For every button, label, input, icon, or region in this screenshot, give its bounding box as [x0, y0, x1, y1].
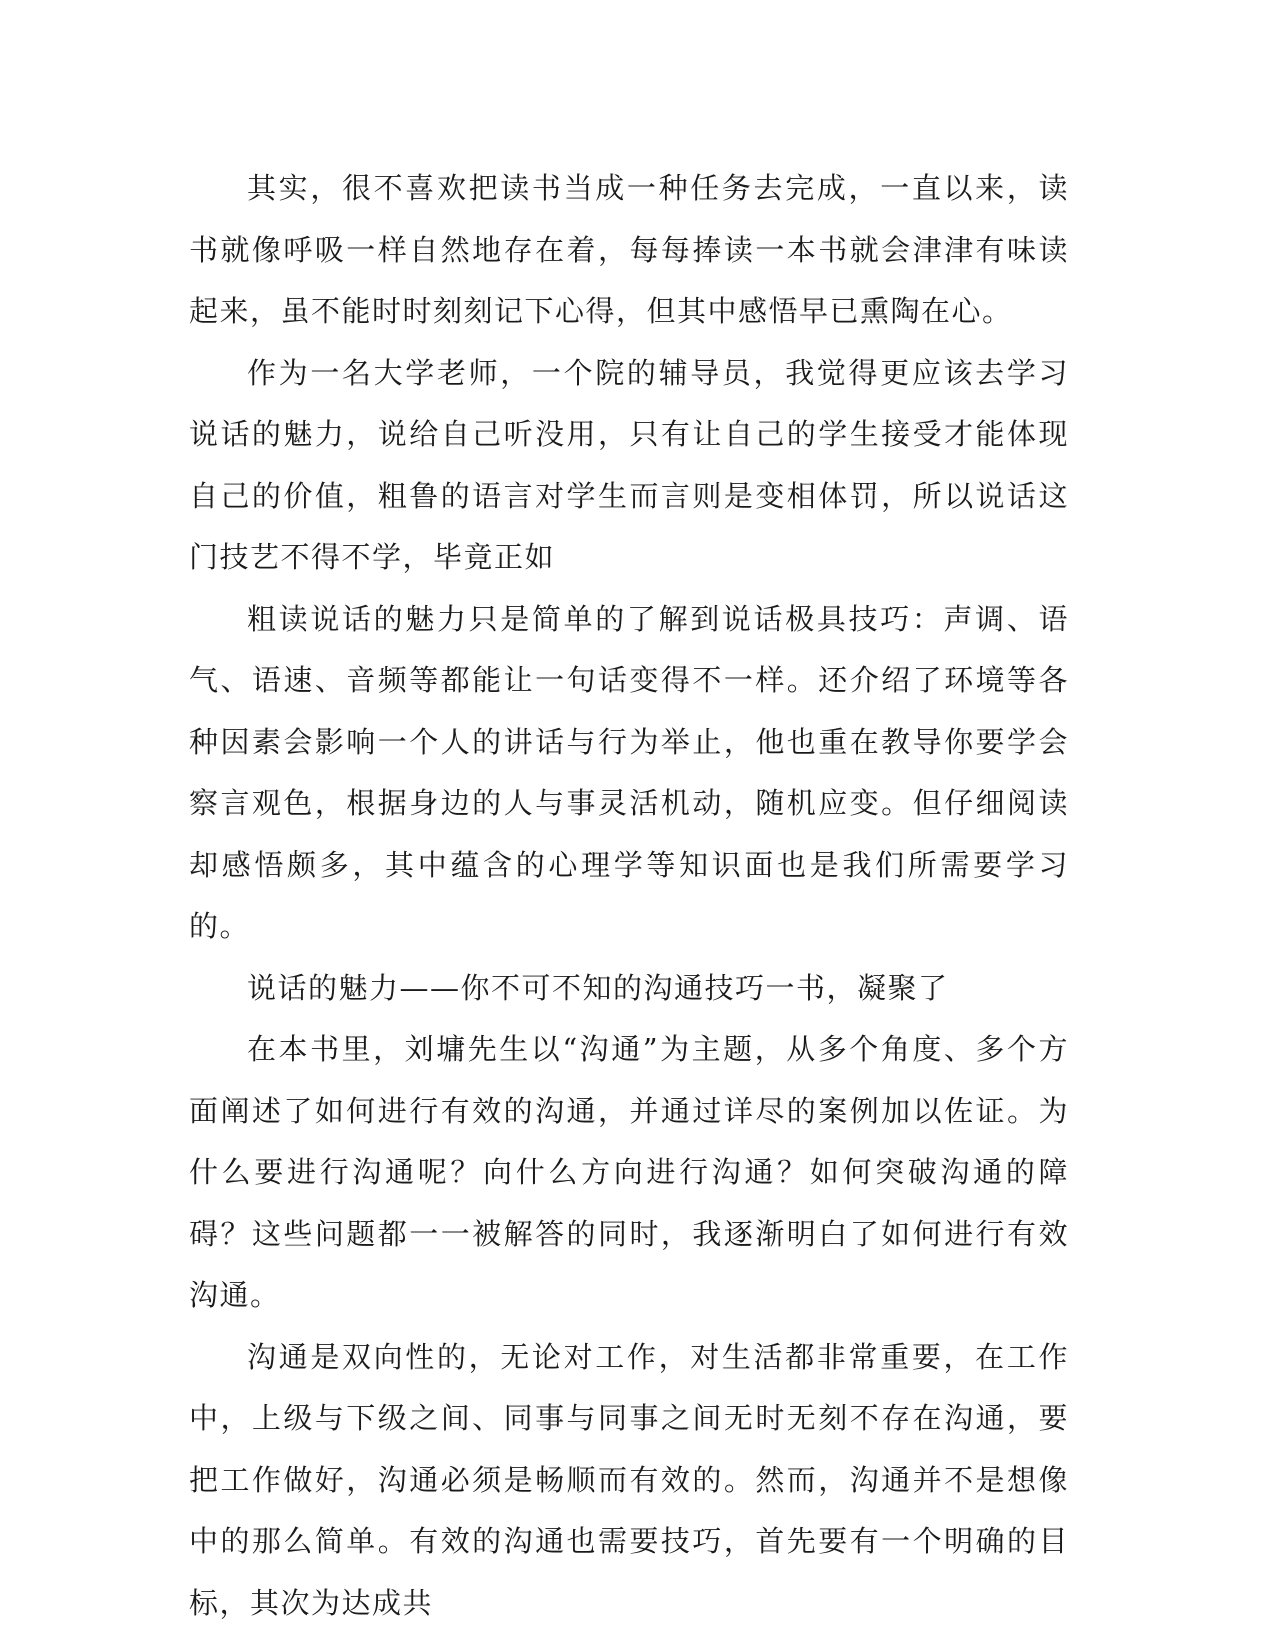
paragraph-2: 作为一名大学老师，一个院的辅导员，我觉得更应该去学习说话的魅力，说给自己听没用，只有让自己的学生接受才能体现自己的价值，粗鲁的语言对学生而言则是变相体罚，所以说话这门技艺不得不学，毕竟正如 [189, 355, 1069, 574]
body-text [189, 158, 1069, 1634]
paragraph-6: 沟通是双向性的，无论对工作，对生活都非常重要，在工作中，上级与下级之间、同事与同事之间无时无刻不存在沟通，要把工作做好，沟通必须是畅顺而有效的。然而，沟通并不是想像中的那么简单。有效的沟通也需要技巧，首先要有一个明确的目标，其次为达成共 [189, 1339, 1069, 1620]
paragraph-3: 粗读说话的魅力只是简单的了解到说话极具技巧：声调、语气、语速、音频等都能让一句话变得不一样。还介绍了环境等各种因素会影响一个人的讲话与行为举止，他也重在教导你要学会察言观色，根据身边的人与事灵活机动，随机应变。但仔细阅读却感悟颇多，其中蕴含的心理学等知识面也是我们所需要学习的。 [189, 601, 1069, 943]
paragraph-5: 在本书里，刘墉先生以“沟通”为主题，从多个角度、多个方面阐述了如何进行有效的沟通，并通过详尽的案例加以佐证。为什么要进行沟通呢？向什么方向进行沟通？如何突破沟通的障碍？这些问题都一一被解答的同时，我逐渐明白了如何进行有效沟通。 [189, 1032, 1069, 1312]
paragraph-1: 其实，很不喜欢把读书当成一种任务去完成，一直以来，读书就像呼吸一样自然地存在着，每每捧读一本书就会津津有味读起来，虽不能时时刻刻记下心得，但其中感悟早已熏陶在心。 [189, 171, 1069, 328]
paragraph-4: 说话的魅力——你不可不知的沟通技巧一书，凝聚了 [247, 970, 949, 1005]
